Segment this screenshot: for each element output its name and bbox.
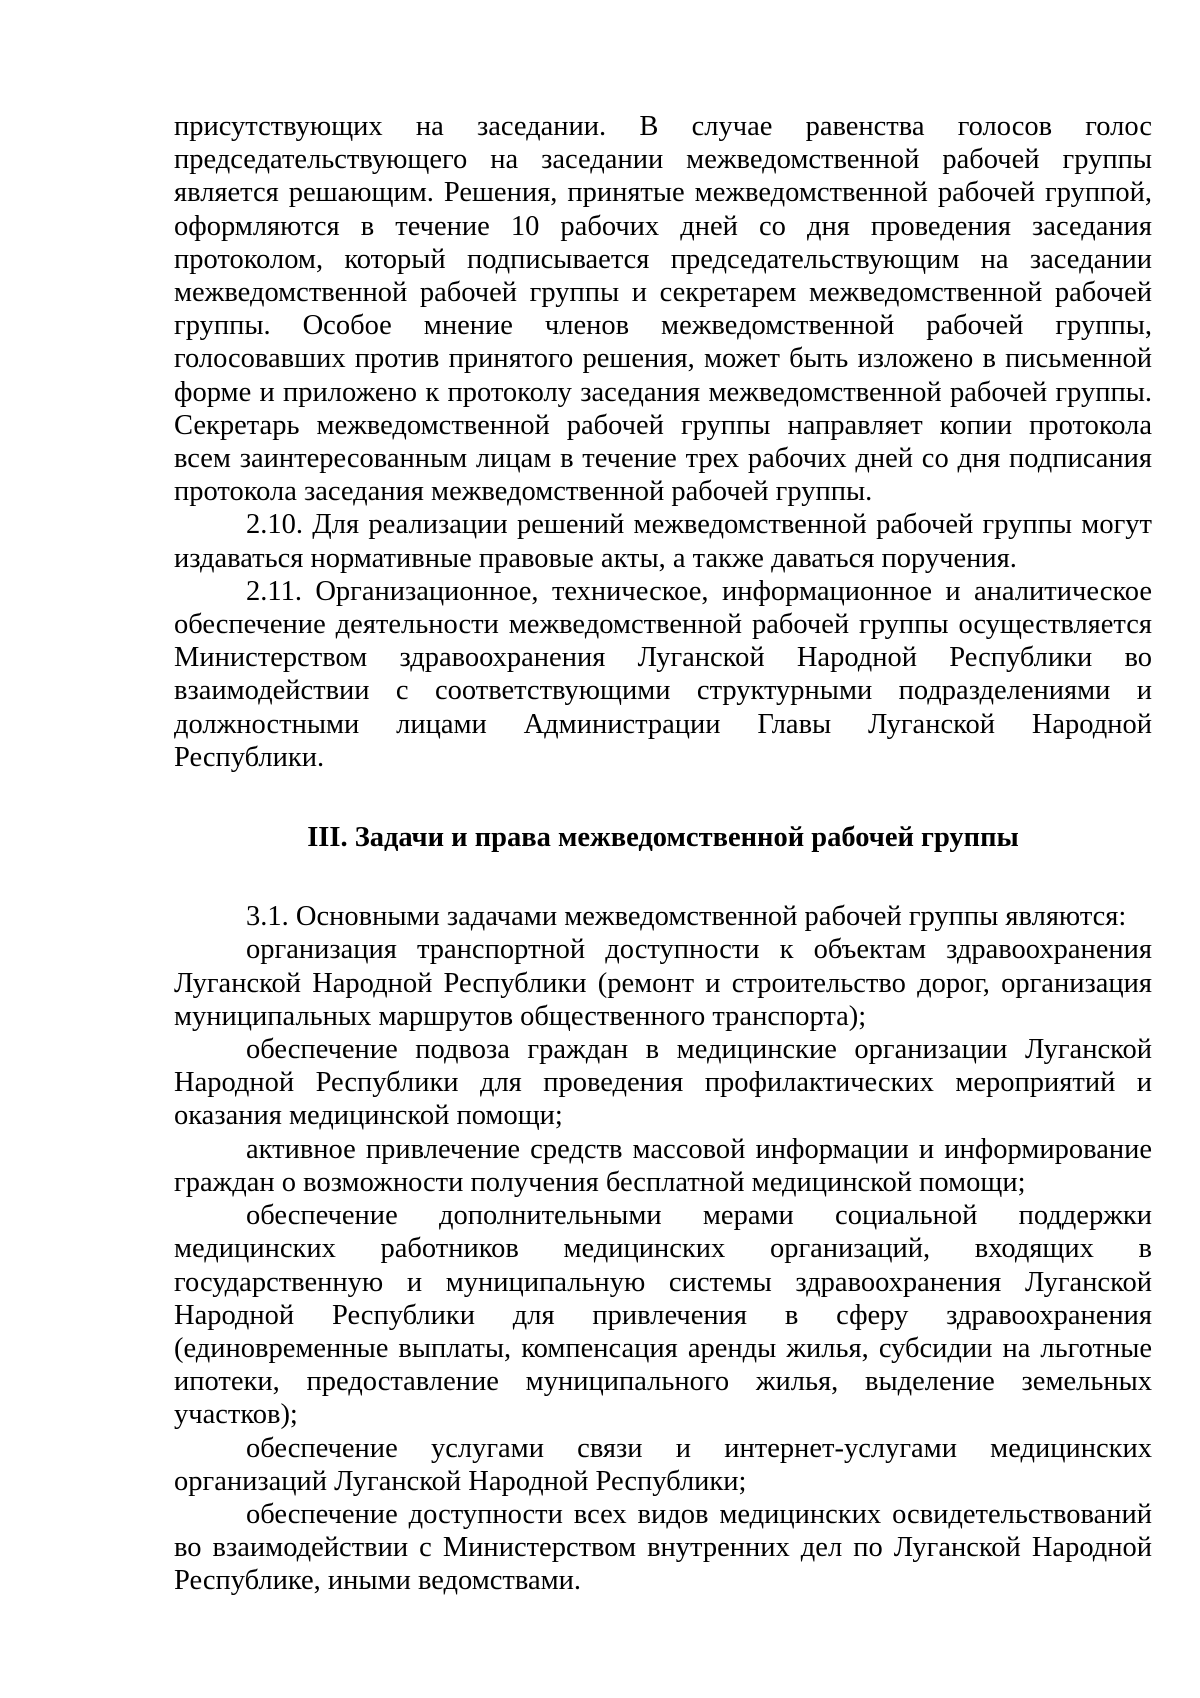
clause-2-11: 2.11. Организационное, техническое, информационное и аналитическое обеспечение деятельности межведомственной рабочей группы осуществляется Министерством здравоохранения Луганской Народной Республики во взаимодействии с соответствующими структурными подразделениями и должностными лицами Администрации Главы Луганской Народной Республики. [174,575,1152,773]
document-page [174,110,1152,1598]
task-transport-access: организация транспортной доступности к объектам здравоохранения Луганской Народной Республики (ремонт и строительство дорог, организация муниципальных маршрутов общественного транспорта); [174,934,1152,1032]
task-social-support: обеспечение дополнительными мерами социальной поддержки медицинских работников медицинских организаций, входящих в государственную и муниципальную системы здравоохранения Луганской Народной Республики для привлечения в сферу здравоохранения (единовременные выплаты, компенсация аренды жилья, субсидии на льготные ипотеки, предоставление муниципального жилья, выделение земельных участков); [174,1200,1152,1431]
clause-3-1: 3.1. Основными задачами межведомственной рабочей группы являются: [246,901,1127,933]
clause-2-10: 2.10. Для реализации решений межведомственной рабочей группы могут издаваться нормативные правовые акты, а также даваться поручения. [174,509,1152,574]
paragraph-continuation: присутствующих на заседании. В случае равенства голосов голос председательствующего на заседании межведомственной рабочей группы является решающим. Решения, принятые межведомственной рабочей группой, оформляются в течение 10 рабочих дней со дня проведения заседания протоколом, который подписывается председательствующим на заседании межведомственной рабочей группы и секретарем межведомственной рабочей группы. Особое мнение членов межведомственной рабочей группы, голосовавших против принятого решения, может быть изложено в письменной форме и приложено к протоколу заседания межведомственной рабочей группы. Секретарь межведомственной рабочей группы направляет копии протокола всем заинтересованным лицам в течение трех рабочих дней со дня подписания протокола заседания межведомственной рабочей группы. [174,111,1152,508]
section-3-heading: III. Задачи и права межведомственной рабочей группы [307,822,1019,854]
task-media-information: активное привлечение средств массовой информации и информирование граждан о возможности получения бесплатной медицинской помощи; [174,1133,1152,1198]
task-medical-examinations: обеспечение доступности всех видов медицинских освидетельствований во взаимодействии с Министерством внутренних дел по Луганской Народной Республике, иными ведомствами. [174,1498,1152,1597]
task-patient-transport: обеспечение подвоза граждан в медицинские организации Луганской Народной Республики для проведения профилактических мероприятий и оказания медицинской помощи; [174,1034,1152,1132]
task-communication-services: обеспечение услугами связи и интернет-услугами медицинских организаций Луганской Народной Республики; [174,1432,1152,1497]
